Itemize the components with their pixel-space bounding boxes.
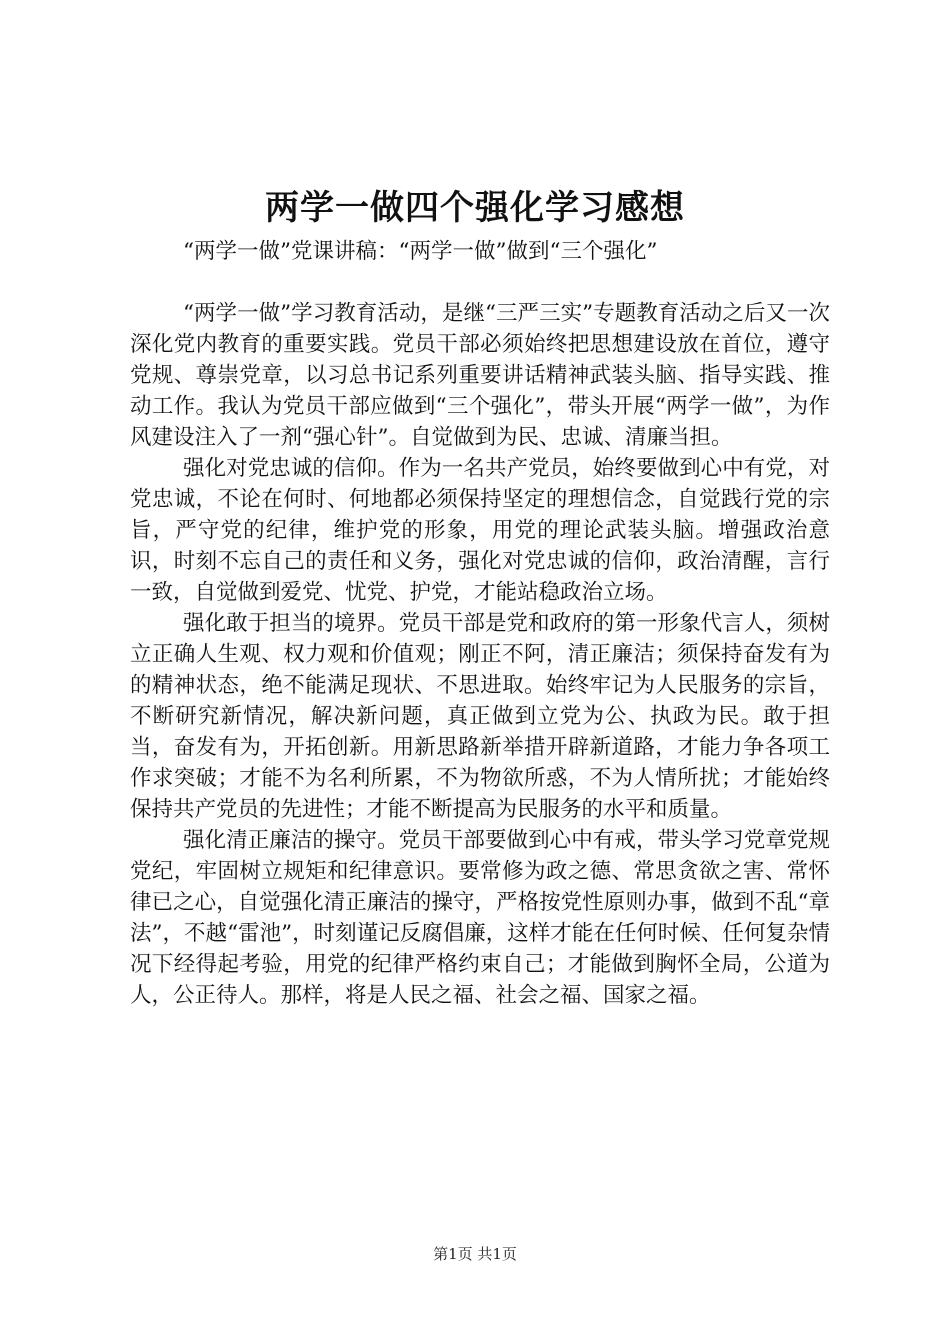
paragraph: “两学一做”学习教育活动，是继“三严三实”专题教育活动之后又一次深化党内教育的重要实践。党员干部必须始终把思想建设放在首位，遵守党规、尊崇党章，以习总书记系列重要讲话精神武装头脑、指导实践、推动工作。我认为党员干部应做到“三个强化”，带头开展“两学一做”，为作风建设注入了一剂“强心针”。自觉做到为民、忠诚、清廉当担。 bbox=[130, 301, 830, 450]
document-body bbox=[130, 298, 830, 1011]
document-title: 两学一做四个强化学习感想 bbox=[265, 188, 685, 228]
paragraph: 强化清正廉洁的操守。党员干部要做到心中有戒，带头学习党章党规党纪，牢固树立规矩和纪律意识。要常修为政之德、常思贪欲之害、常怀律已之心，自觉强化清正廉洁的操守，严格按党性原则办事，做到不乱“章法”，不越“雷池”，时刻谨记反腐倡廉，这样才能在任何时候、任何复杂情况下经得起考验，用党的纪律严格约束自己；才能做到胸怀全局，公道为人，公正待人。那样，将是人民之福、社会之福、国家之福。 bbox=[130, 828, 830, 1008]
paragraph: 强化对党忠诚的信仰。作为一名共产党员，始终要做到心中有党，对党忠诚，不论在何时、何地都必须保持坚定的理想信念，自觉践行党的宗旨，严守党的纪律，维护党的形象，用党的理论武装头脑。增强政治意识，时刻不忘自己的责任和义务，强化对党忠诚的信仰，政治清醒，言行一致，自觉做到爱党、忧党、护党，才能站稳政治立场。 bbox=[130, 456, 830, 605]
document-subtitle: “两学一做”党课讲稿：“两学一做”做到“三个强化” bbox=[183, 239, 658, 264]
paragraph: 强化敢于担当的境界。党员干部是党和政府的第一形象代言人，须树立正确人生观、权力观和价值观；刚正不阿，清正廉洁；须保持奋发有为的精神状态，绝不能满足现状、不思进取。始终牢记为人民服务的宗旨，不断研究新情况，解决新问题，真正做到立党为公、执政为民。敢于担当，奋发有为，开拓创新。用新思路新举措开辟新道路，才能力争各项工作求突破；才能不为名利所累，不为物欲所惑，不为人情所扰；才能始终保持共产党员的先进性；才能不断提高为民服务的水平和质量。 bbox=[130, 611, 830, 822]
page-footer: 第1页 共1页 bbox=[433, 1245, 517, 1263]
